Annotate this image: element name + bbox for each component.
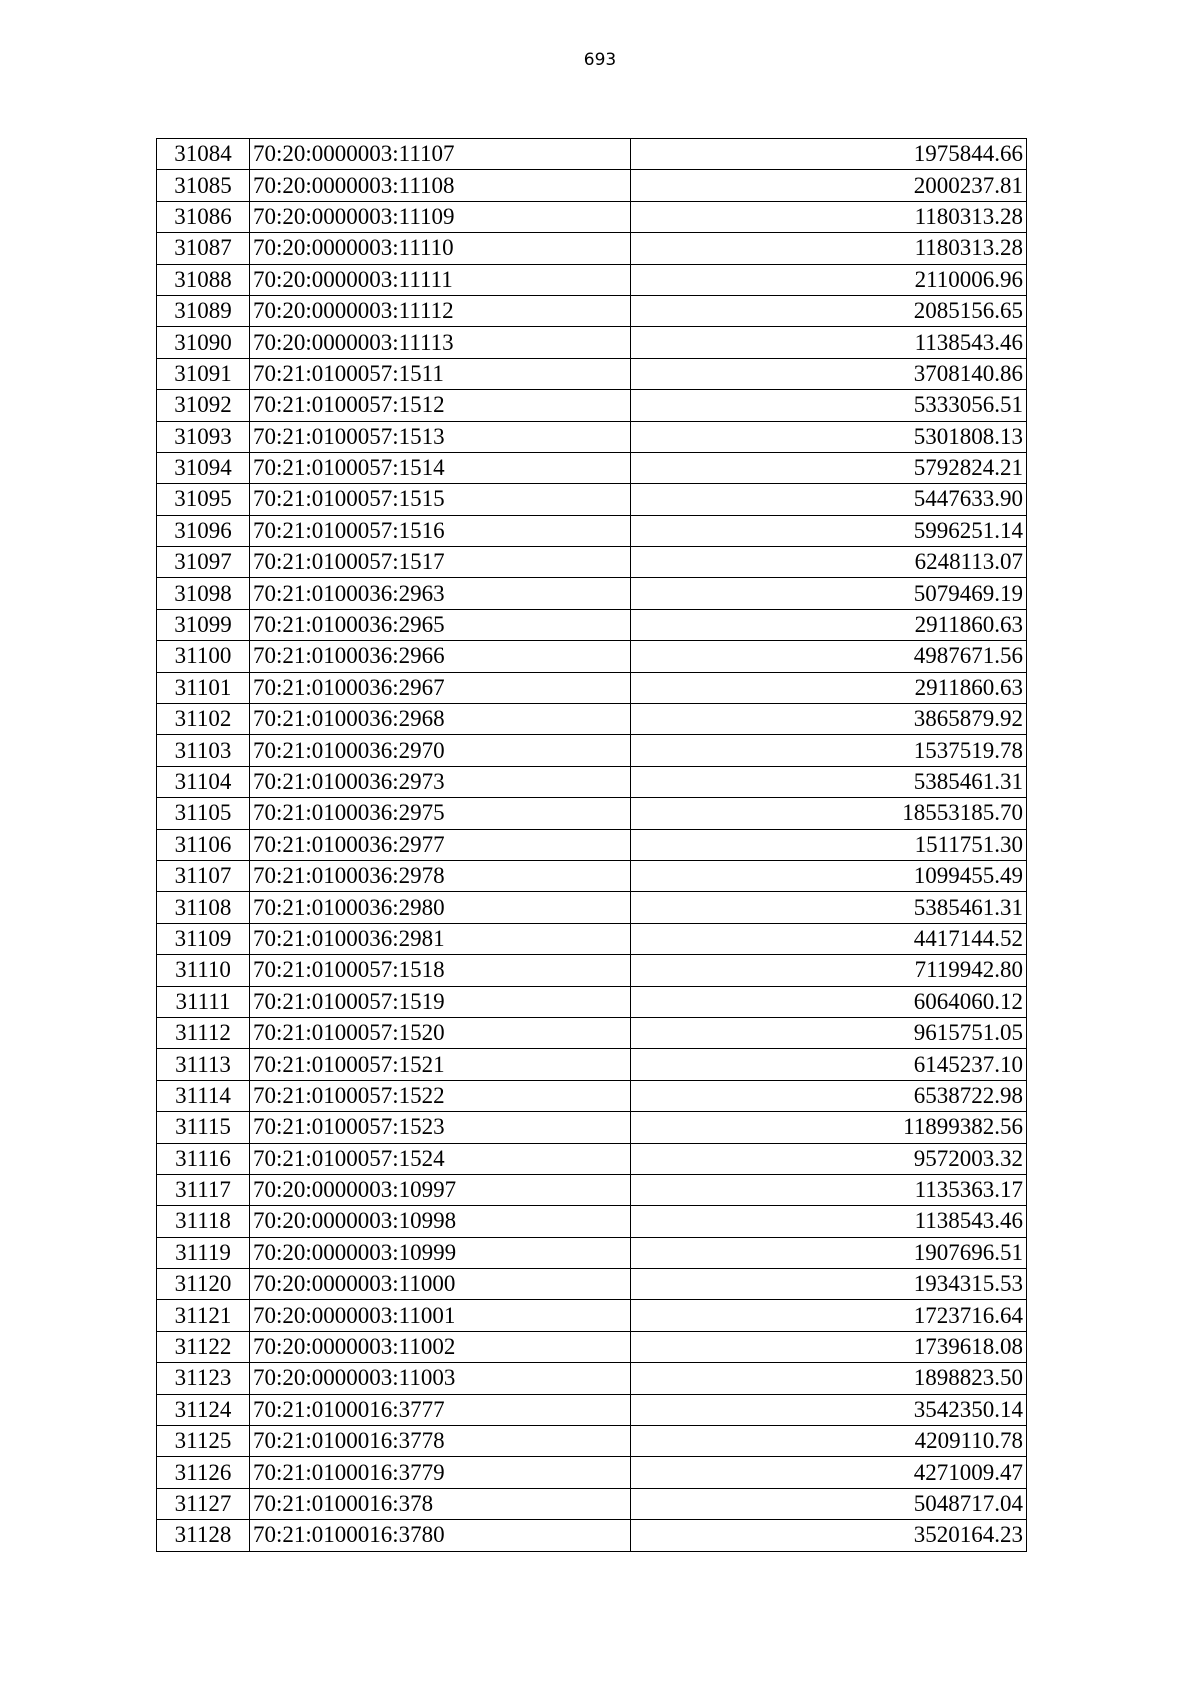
row-number-cell: 31110 bbox=[157, 955, 250, 986]
cadastral-value-cell: 5447633.90 bbox=[631, 484, 1027, 515]
cadastral-number-cell: 70:20:0000003:11109 bbox=[250, 201, 631, 232]
cadastral-number-cell: 70:21:0100036:2967 bbox=[250, 672, 631, 703]
row-number-cell: 31107 bbox=[157, 860, 250, 891]
row-number-cell: 31085 bbox=[157, 170, 250, 201]
cadastral-value-cell: 18553185.70 bbox=[631, 798, 1027, 829]
table-row bbox=[157, 986, 1027, 1017]
row-number-cell: 31114 bbox=[157, 1080, 250, 1111]
row-number-cell: 31126 bbox=[157, 1457, 250, 1488]
table-row bbox=[157, 1457, 1027, 1488]
cadastral-value-cell: 2911860.63 bbox=[631, 672, 1027, 703]
cadastral-value-cell: 6538722.98 bbox=[631, 1080, 1027, 1111]
cadastral-number-cell: 70:21:0100036:2965 bbox=[250, 609, 631, 640]
cadastral-value-cell: 4209110.78 bbox=[631, 1426, 1027, 1457]
cadastral-number-cell: 70:20:0000003:11003 bbox=[250, 1363, 631, 1394]
cadastral-value-cell: 11899382.56 bbox=[631, 1112, 1027, 1143]
table-row bbox=[157, 1237, 1027, 1268]
row-number-cell: 31102 bbox=[157, 704, 250, 735]
row-number-cell: 31089 bbox=[157, 295, 250, 326]
cadastral-value-cell: 2110006.96 bbox=[631, 264, 1027, 295]
row-number-cell: 31086 bbox=[157, 201, 250, 232]
cadastral-value-cell: 3520164.23 bbox=[631, 1520, 1027, 1551]
cadastral-number-cell: 70:21:0100036:2980 bbox=[250, 892, 631, 923]
table-row bbox=[157, 641, 1027, 672]
cadastral-value-cell: 1138543.46 bbox=[631, 327, 1027, 358]
row-number-cell: 31113 bbox=[157, 1049, 250, 1080]
cadastral-value-cell: 1723716.64 bbox=[631, 1300, 1027, 1331]
table-row bbox=[157, 1426, 1027, 1457]
table-row bbox=[157, 704, 1027, 735]
cadastral-value-table bbox=[156, 138, 1027, 1552]
cadastral-number-cell: 70:21:0100016:378 bbox=[250, 1488, 631, 1519]
table-row bbox=[157, 390, 1027, 421]
cadastral-number-cell: 70:21:0100057:1518 bbox=[250, 955, 631, 986]
cadastral-value-cell: 2000237.81 bbox=[631, 170, 1027, 201]
row-number-cell: 31093 bbox=[157, 421, 250, 452]
table-row bbox=[157, 1049, 1027, 1080]
row-number-cell: 31104 bbox=[157, 766, 250, 797]
cadastral-value-cell: 5385461.31 bbox=[631, 766, 1027, 797]
row-number-cell: 31095 bbox=[157, 484, 250, 515]
cadastral-number-cell: 70:21:0100036:2981 bbox=[250, 923, 631, 954]
table-row bbox=[157, 201, 1027, 232]
table-row bbox=[157, 1300, 1027, 1331]
cadastral-number-cell: 70:21:0100016:3779 bbox=[250, 1457, 631, 1488]
cadastral-number-cell: 70:21:0100036:2977 bbox=[250, 829, 631, 860]
table-row bbox=[157, 264, 1027, 295]
cadastral-value-cell: 1138543.46 bbox=[631, 1206, 1027, 1237]
row-number-cell: 31097 bbox=[157, 547, 250, 578]
row-number-cell: 31087 bbox=[157, 233, 250, 264]
cadastral-number-cell: 70:21:0100036:2968 bbox=[250, 704, 631, 735]
cadastral-value-cell: 5048717.04 bbox=[631, 1488, 1027, 1519]
cadastral-number-cell: 70:21:0100036:2963 bbox=[250, 578, 631, 609]
row-number-cell: 31127 bbox=[157, 1488, 250, 1519]
table-row bbox=[157, 170, 1027, 201]
cadastral-number-cell: 70:21:0100057:1516 bbox=[250, 515, 631, 546]
table-row bbox=[157, 1520, 1027, 1551]
row-number-cell: 31116 bbox=[157, 1143, 250, 1174]
cadastral-number-cell: 70:21:0100036:2978 bbox=[250, 860, 631, 891]
cadastral-number-cell: 70:20:0000003:11113 bbox=[250, 327, 631, 358]
cadastral-number-cell: 70:20:0000003:10998 bbox=[250, 1206, 631, 1237]
cadastral-value-cell: 2085156.65 bbox=[631, 295, 1027, 326]
cadastral-value-cell: 1180313.28 bbox=[631, 201, 1027, 232]
table-body bbox=[157, 139, 1027, 1552]
row-number-cell: 31103 bbox=[157, 735, 250, 766]
table-row bbox=[157, 735, 1027, 766]
cadastral-value-cell: 1511751.30 bbox=[631, 829, 1027, 860]
table-row bbox=[157, 923, 1027, 954]
cadastral-number-cell: 70:21:0100057:1519 bbox=[250, 986, 631, 1017]
table-row bbox=[157, 672, 1027, 703]
cadastral-number-cell: 70:21:0100057:1513 bbox=[250, 421, 631, 452]
table-row bbox=[157, 1017, 1027, 1048]
table-row bbox=[157, 798, 1027, 829]
row-number-cell: 31122 bbox=[157, 1331, 250, 1362]
row-number-cell: 31112 bbox=[157, 1017, 250, 1048]
table-row bbox=[157, 1269, 1027, 1300]
cadastral-value-cell: 4271009.47 bbox=[631, 1457, 1027, 1488]
cadastral-value-cell: 1907696.51 bbox=[631, 1237, 1027, 1268]
table-row bbox=[157, 578, 1027, 609]
cadastral-value-cell: 3542350.14 bbox=[631, 1394, 1027, 1425]
cadastral-number-cell: 70:21:0100036:2970 bbox=[250, 735, 631, 766]
row-number-cell: 31128 bbox=[157, 1520, 250, 1551]
cadastral-number-cell: 70:20:0000003:11108 bbox=[250, 170, 631, 201]
row-number-cell: 31125 bbox=[157, 1426, 250, 1457]
row-number-cell: 31120 bbox=[157, 1269, 250, 1300]
row-number-cell: 31124 bbox=[157, 1394, 250, 1425]
cadastral-value-cell: 5385461.31 bbox=[631, 892, 1027, 923]
row-number-cell: 31094 bbox=[157, 452, 250, 483]
row-number-cell: 31117 bbox=[157, 1174, 250, 1205]
cadastral-value-cell: 3708140.86 bbox=[631, 358, 1027, 389]
cadastral-value-cell: 1975844.66 bbox=[631, 139, 1027, 170]
row-number-cell: 31100 bbox=[157, 641, 250, 672]
table-row bbox=[157, 421, 1027, 452]
cadastral-value-cell: 1934315.53 bbox=[631, 1269, 1027, 1300]
row-number-cell: 31101 bbox=[157, 672, 250, 703]
cadastral-number-cell: 70:21:0100057:1515 bbox=[250, 484, 631, 515]
cadastral-number-cell: 70:20:0000003:11107 bbox=[250, 139, 631, 170]
cadastral-value-cell: 7119942.80 bbox=[631, 955, 1027, 986]
cadastral-number-cell: 70:21:0100057:1511 bbox=[250, 358, 631, 389]
cadastral-number-cell: 70:21:0100036:2966 bbox=[250, 641, 631, 672]
table-row bbox=[157, 1080, 1027, 1111]
table-row bbox=[157, 955, 1027, 986]
cadastral-value-cell: 4417144.52 bbox=[631, 923, 1027, 954]
table-row bbox=[157, 1394, 1027, 1425]
table-row bbox=[157, 1363, 1027, 1394]
row-number-cell: 31088 bbox=[157, 264, 250, 295]
cadastral-value-cell: 6145237.10 bbox=[631, 1049, 1027, 1080]
table-row bbox=[157, 1174, 1027, 1205]
cadastral-value-cell: 1739618.08 bbox=[631, 1331, 1027, 1362]
cadastral-number-cell: 70:20:0000003:10997 bbox=[250, 1174, 631, 1205]
table-row bbox=[157, 515, 1027, 546]
cadastral-number-cell: 70:21:0100016:3780 bbox=[250, 1520, 631, 1551]
cadastral-value-cell: 1135363.17 bbox=[631, 1174, 1027, 1205]
cadastral-number-cell: 70:21:0100057:1521 bbox=[250, 1049, 631, 1080]
cadastral-number-cell: 70:21:0100057:1517 bbox=[250, 547, 631, 578]
table-row bbox=[157, 1331, 1027, 1362]
cadastral-value-cell: 5333056.51 bbox=[631, 390, 1027, 421]
row-number-cell: 31111 bbox=[157, 986, 250, 1017]
table-row bbox=[157, 609, 1027, 640]
cadastral-value-cell: 9572003.32 bbox=[631, 1143, 1027, 1174]
table-row bbox=[157, 233, 1027, 264]
row-number-cell: 31090 bbox=[157, 327, 250, 358]
row-number-cell: 31099 bbox=[157, 609, 250, 640]
table-row bbox=[157, 1206, 1027, 1237]
cadastral-number-cell: 70:20:0000003:11000 bbox=[250, 1269, 631, 1300]
table-row bbox=[157, 766, 1027, 797]
table-row bbox=[157, 1112, 1027, 1143]
cadastral-value-cell: 3865879.92 bbox=[631, 704, 1027, 735]
row-number-cell: 31098 bbox=[157, 578, 250, 609]
cadastral-number-cell: 70:21:0100057:1512 bbox=[250, 390, 631, 421]
row-number-cell: 31108 bbox=[157, 892, 250, 923]
cadastral-value-cell: 9615751.05 bbox=[631, 1017, 1027, 1048]
table-row bbox=[157, 829, 1027, 860]
cadastral-value-cell: 5792824.21 bbox=[631, 452, 1027, 483]
table-row bbox=[157, 1143, 1027, 1174]
cadastral-number-cell: 70:20:0000003:11001 bbox=[250, 1300, 631, 1331]
table-row bbox=[157, 547, 1027, 578]
cadastral-number-cell: 70:21:0100036:2973 bbox=[250, 766, 631, 797]
page-number: 693 bbox=[583, 50, 617, 70]
cadastral-value-cell: 5079469.19 bbox=[631, 578, 1027, 609]
row-number-cell: 31123 bbox=[157, 1363, 250, 1394]
cadastral-number-cell: 70:21:0100016:3778 bbox=[250, 1426, 631, 1457]
row-number-cell: 31096 bbox=[157, 515, 250, 546]
cadastral-number-cell: 70:21:0100057:1523 bbox=[250, 1112, 631, 1143]
table-row bbox=[157, 295, 1027, 326]
row-number-cell: 31118 bbox=[157, 1206, 250, 1237]
table-row bbox=[157, 452, 1027, 483]
row-number-cell: 31092 bbox=[157, 390, 250, 421]
table-row bbox=[157, 139, 1027, 170]
cadastral-number-cell: 70:21:0100057:1514 bbox=[250, 452, 631, 483]
row-number-cell: 31121 bbox=[157, 1300, 250, 1331]
cadastral-value-cell: 4987671.56 bbox=[631, 641, 1027, 672]
cadastral-number-cell: 70:20:0000003:10999 bbox=[250, 1237, 631, 1268]
row-number-cell: 31091 bbox=[157, 358, 250, 389]
cadastral-number-cell: 70:20:0000003:11112 bbox=[250, 295, 631, 326]
table-row bbox=[157, 484, 1027, 515]
cadastral-number-cell: 70:21:0100016:3777 bbox=[250, 1394, 631, 1425]
row-number-cell: 31106 bbox=[157, 829, 250, 860]
cadastral-number-cell: 70:21:0100057:1522 bbox=[250, 1080, 631, 1111]
cadastral-value-cell: 5996251.14 bbox=[631, 515, 1027, 546]
cadastral-value-cell: 1898823.50 bbox=[631, 1363, 1027, 1394]
cadastral-number-cell: 70:20:0000003:11111 bbox=[250, 264, 631, 295]
table-row bbox=[157, 860, 1027, 891]
row-number-cell: 31109 bbox=[157, 923, 250, 954]
table-row bbox=[157, 327, 1027, 358]
cadastral-value-cell: 5301808.13 bbox=[631, 421, 1027, 452]
table-row bbox=[157, 892, 1027, 923]
cadastral-value-cell: 1537519.78 bbox=[631, 735, 1027, 766]
row-number-cell: 31119 bbox=[157, 1237, 250, 1268]
cadastral-number-cell: 70:21:0100057:1520 bbox=[250, 1017, 631, 1048]
row-number-cell: 31105 bbox=[157, 798, 250, 829]
row-number-cell: 31084 bbox=[157, 139, 250, 170]
cadastral-value-cell: 2911860.63 bbox=[631, 609, 1027, 640]
cadastral-value-cell: 1180313.28 bbox=[631, 233, 1027, 264]
cadastral-number-cell: 70:21:0100057:1524 bbox=[250, 1143, 631, 1174]
cadastral-number-cell: 70:20:0000003:11002 bbox=[250, 1331, 631, 1362]
table-row bbox=[157, 358, 1027, 389]
table-row bbox=[157, 1488, 1027, 1519]
cadastral-number-cell: 70:21:0100036:2975 bbox=[250, 798, 631, 829]
cadastral-value-cell: 6064060.12 bbox=[631, 986, 1027, 1017]
row-number-cell: 31115 bbox=[157, 1112, 250, 1143]
cadastral-number-cell: 70:20:0000003:11110 bbox=[250, 233, 631, 264]
cadastral-value-cell: 1099455.49 bbox=[631, 860, 1027, 891]
cadastral-value-cell: 6248113.07 bbox=[631, 547, 1027, 578]
